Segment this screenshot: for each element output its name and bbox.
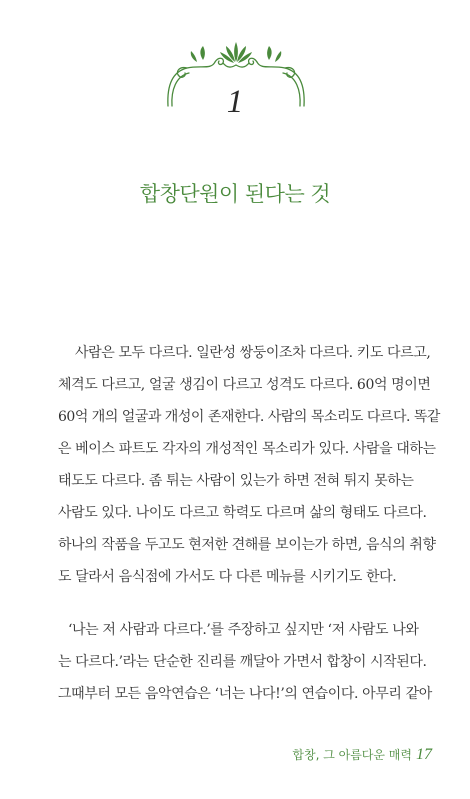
paragraph-2-line-3: 그때부터 모든 음악연습은 ‘너는 나다!’의 연습이다. 아무리 같아	[58, 686, 432, 702]
paragraph-1-line-1: 사람은 모두 다르다. 일란성 쌍둥이조차 다르다. 키도 다르고,	[75, 345, 431, 361]
paragraph-1-line-7: 하나의 작품을 두고도 현저한 견해를 보이는가 하면, 음식의 취향	[58, 537, 436, 553]
paragraph-1-line-5: 태도도 다르다. 좀 튀는 사람이 있는가 하면 전혀 튀지 못하는	[58, 473, 414, 489]
running-book-title: 합창, 그 아름다운 매력	[292, 748, 412, 762]
paragraph-2-line-1: ‘나는 저 사람과 다르다.’를 주장하고 싶지만 ‘저 사람도 나와	[68, 622, 419, 638]
paragraph-1-line-8: 도 달라서 음식점에 가서도 다 다른 메뉴를 시키기도 한다.	[58, 569, 397, 585]
page-footer	[292, 746, 432, 764]
paragraph-2-line-2: 는 다르다.’라는 단순한 진리를 깨달아 가면서 합창이 시작된다.	[58, 654, 427, 670]
paragraph-1-line-3: 60억 개의 얼굴과 개성이 존재한다. 사람의 목소리도 다르다. 똑같	[58, 409, 440, 425]
paragraph-1-line-6: 사람도 있다. 나이도 다르고 학력도 다르며 삶의 형태도 다르다.	[58, 505, 427, 521]
page-number: 17	[416, 746, 432, 763]
paragraph-1-line-4: 은 베이스 파트도 각자의 개성적인 목소리가 있다. 사람을 대하는	[58, 441, 436, 457]
chapter-title: 합창단원이 된다는 것	[139, 182, 331, 206]
paragraph-1-line-2: 체격도 다르고, 얼굴 생김이 다르고 성격도 다르다. 60억 명이면	[58, 377, 431, 393]
chapter-number: 1	[226, 84, 244, 120]
